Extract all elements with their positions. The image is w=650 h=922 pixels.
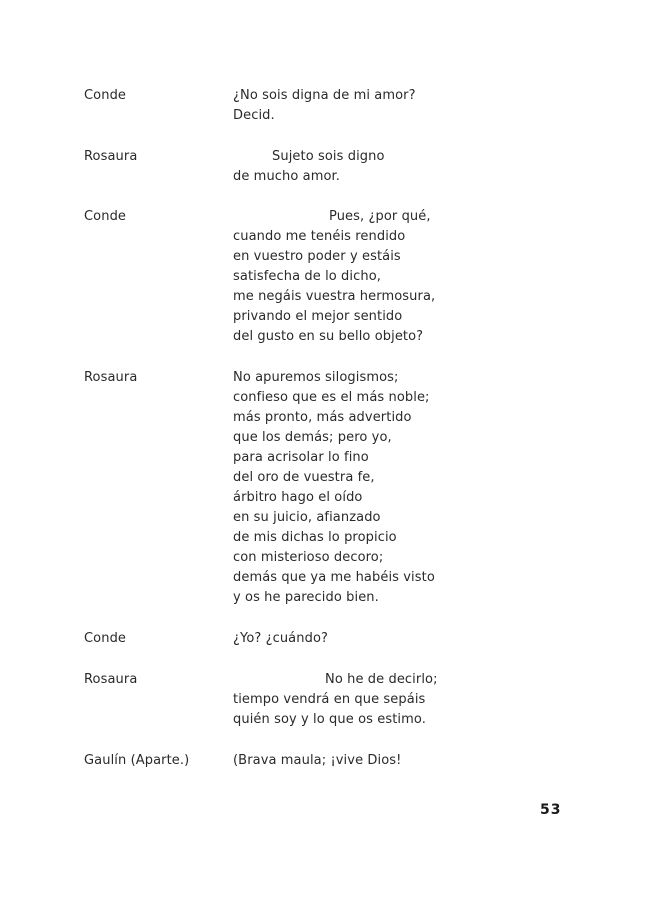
verse-line: del gusto en su bello objeto? bbox=[233, 329, 424, 344]
verse-line: privando el mejor sentido bbox=[233, 309, 403, 324]
verse-line: quién soy y lo que os estimo. bbox=[233, 712, 426, 727]
verse-line: Decid. bbox=[233, 108, 275, 123]
verse-lines bbox=[233, 368, 435, 608]
verse-line: para acrisolar lo fino bbox=[233, 450, 369, 465]
verse-line: confieso que es el más noble; bbox=[233, 390, 430, 405]
verse-lines bbox=[233, 147, 385, 187]
verse-line: y os he parecido bien. bbox=[233, 590, 379, 605]
verse-line: satisfecha de lo dicho, bbox=[233, 269, 381, 284]
verse-line: que los demás; pero yo, bbox=[233, 430, 392, 445]
verse-line: en su juicio, afianzado bbox=[233, 510, 381, 525]
verse-line: del oro de vuestra fe, bbox=[233, 470, 375, 485]
verse-lines bbox=[233, 86, 416, 126]
verse-line: Pues, ¿por qué, bbox=[329, 209, 431, 224]
verse-lines bbox=[233, 207, 435, 347]
verse-line: ¿No sois digna de mi amor? bbox=[233, 88, 416, 103]
speaker-name: Rosaura bbox=[84, 370, 138, 385]
verse-line: de mucho amor. bbox=[233, 169, 341, 184]
verse-line: con misterioso decoro; bbox=[233, 550, 384, 565]
verse-lines bbox=[233, 629, 328, 649]
speaker-name: Gaulín (Aparte.) bbox=[84, 753, 190, 768]
verse-lines bbox=[233, 751, 401, 771]
verse-line: cuando me tenéis rendido bbox=[233, 229, 406, 244]
verse-line: ¿Yo? ¿cuándo? bbox=[233, 631, 328, 646]
verse-line: tiempo vendrá en que sepáis bbox=[233, 692, 426, 707]
speaker-name: Conde bbox=[84, 209, 127, 224]
verse-line: (Brava maula; ¡vive Dios! bbox=[233, 753, 402, 768]
verse-line: Sujeto sois digno bbox=[272, 149, 385, 164]
verse-lines bbox=[233, 670, 438, 730]
page-number: 53 bbox=[540, 802, 562, 818]
verse-line: en vuestro poder y estáis bbox=[233, 249, 401, 264]
verse-line: demás que ya me habéis visto bbox=[233, 570, 435, 585]
verse-line: de mis dichas lo propicio bbox=[233, 530, 397, 545]
speaker-name: Conde bbox=[84, 88, 127, 103]
speaker-name: Rosaura bbox=[84, 149, 138, 164]
verse-line: No apuremos silogismos; bbox=[233, 370, 399, 385]
verse-line: No he de decirlo; bbox=[325, 672, 438, 687]
verse-line: me negáis vuestra hermosura, bbox=[233, 289, 436, 304]
verse-line: árbitro hago el oído bbox=[233, 490, 363, 505]
verse-line: más pronto, más advertido bbox=[233, 410, 412, 425]
speaker-name: Rosaura bbox=[84, 672, 138, 687]
speaker-name: Conde bbox=[84, 631, 127, 646]
